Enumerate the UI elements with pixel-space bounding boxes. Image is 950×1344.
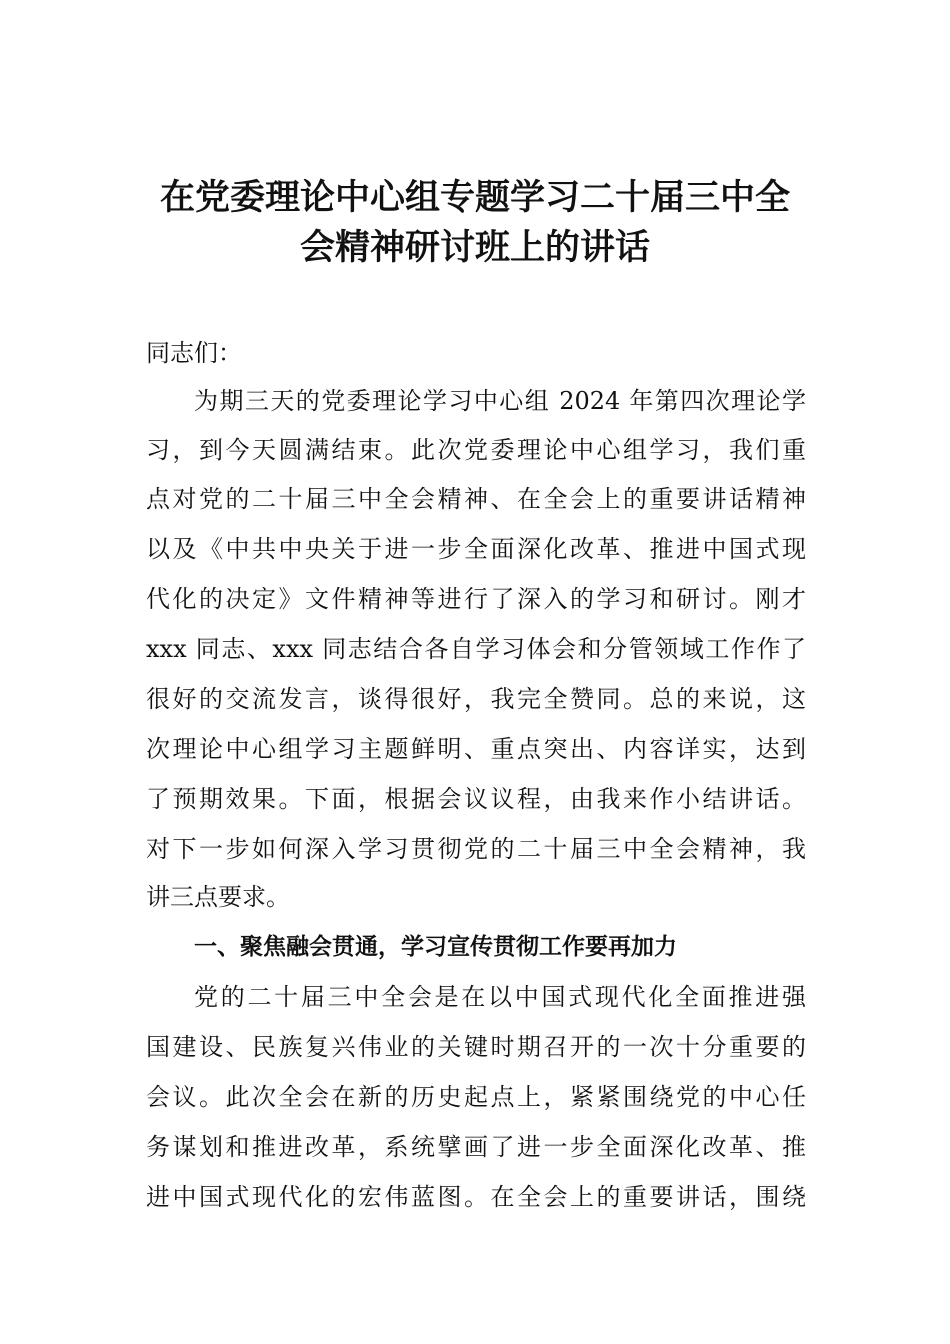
document-title-line-2: 会精神研讨班上的讲话 — [299, 227, 650, 268]
paragraph-line: 务谋划和推进改革，系统擘画了进一步全面深化改革、推 — [146, 1133, 806, 1161]
paragraph-line: xxx 同志、xxx 同志结合各自学习体会和分管领域工作作了 — [146, 635, 806, 663]
paragraph-line: 很好的交流发言，谈得很好，我完全赞同。总的来说，这 — [146, 685, 806, 713]
paragraph-line: 讲三点要求。 — [146, 883, 290, 911]
paragraph-line: 点对党的二十届三中全会精神、在全会上的重要讲话精神 — [146, 485, 806, 513]
paragraph-line: 代化的决定》文件精神等进行了深入的学习和研讨。刚才 — [146, 585, 806, 613]
paragraph-line: 为期三天的党委理论学习中心组 2024 年第四次理论学 — [194, 387, 806, 415]
greeting: 同志们： — [146, 339, 242, 367]
document-title-line-1: 在党委理论中心组专题学习二十届三中全 — [159, 177, 790, 218]
paragraph-line: 会议。此次全会在新的历史起点上，紧紧围绕党的中心任 — [146, 1083, 806, 1111]
paragraph-line: 对下一步如何深入学习贯彻党的二十届三中全会精神，我 — [146, 835, 806, 863]
paragraph-line: 党的二十届三中全会是在以中国式现代化全面推进强 — [194, 983, 806, 1011]
paragraph-line: 国建设、民族复兴伟业的关键时期召开的一次十分重要的 — [146, 1033, 806, 1061]
paragraph-line: 次理论中心组学习主题鲜明、重点突出、内容详实，达到 — [146, 735, 806, 763]
paragraph-line: 进中国式现代化的宏伟蓝图。在全会上的重要讲话，围绕 — [146, 1183, 806, 1211]
section-1-heading: 一、聚焦融会贯通，学习宣传贯彻工作要再加力 — [194, 934, 677, 960]
paragraph-line: 了预期效果。下面，根据会议议程，由我来作小结讲话。 — [146, 785, 806, 813]
paragraph-line: 以及《中共中央关于进一步全面深化改革、推进中国式现 — [146, 535, 806, 563]
paragraph-line: 习，到今天圆满结束。此次党委理论中心组学习，我们重 — [146, 436, 806, 464]
